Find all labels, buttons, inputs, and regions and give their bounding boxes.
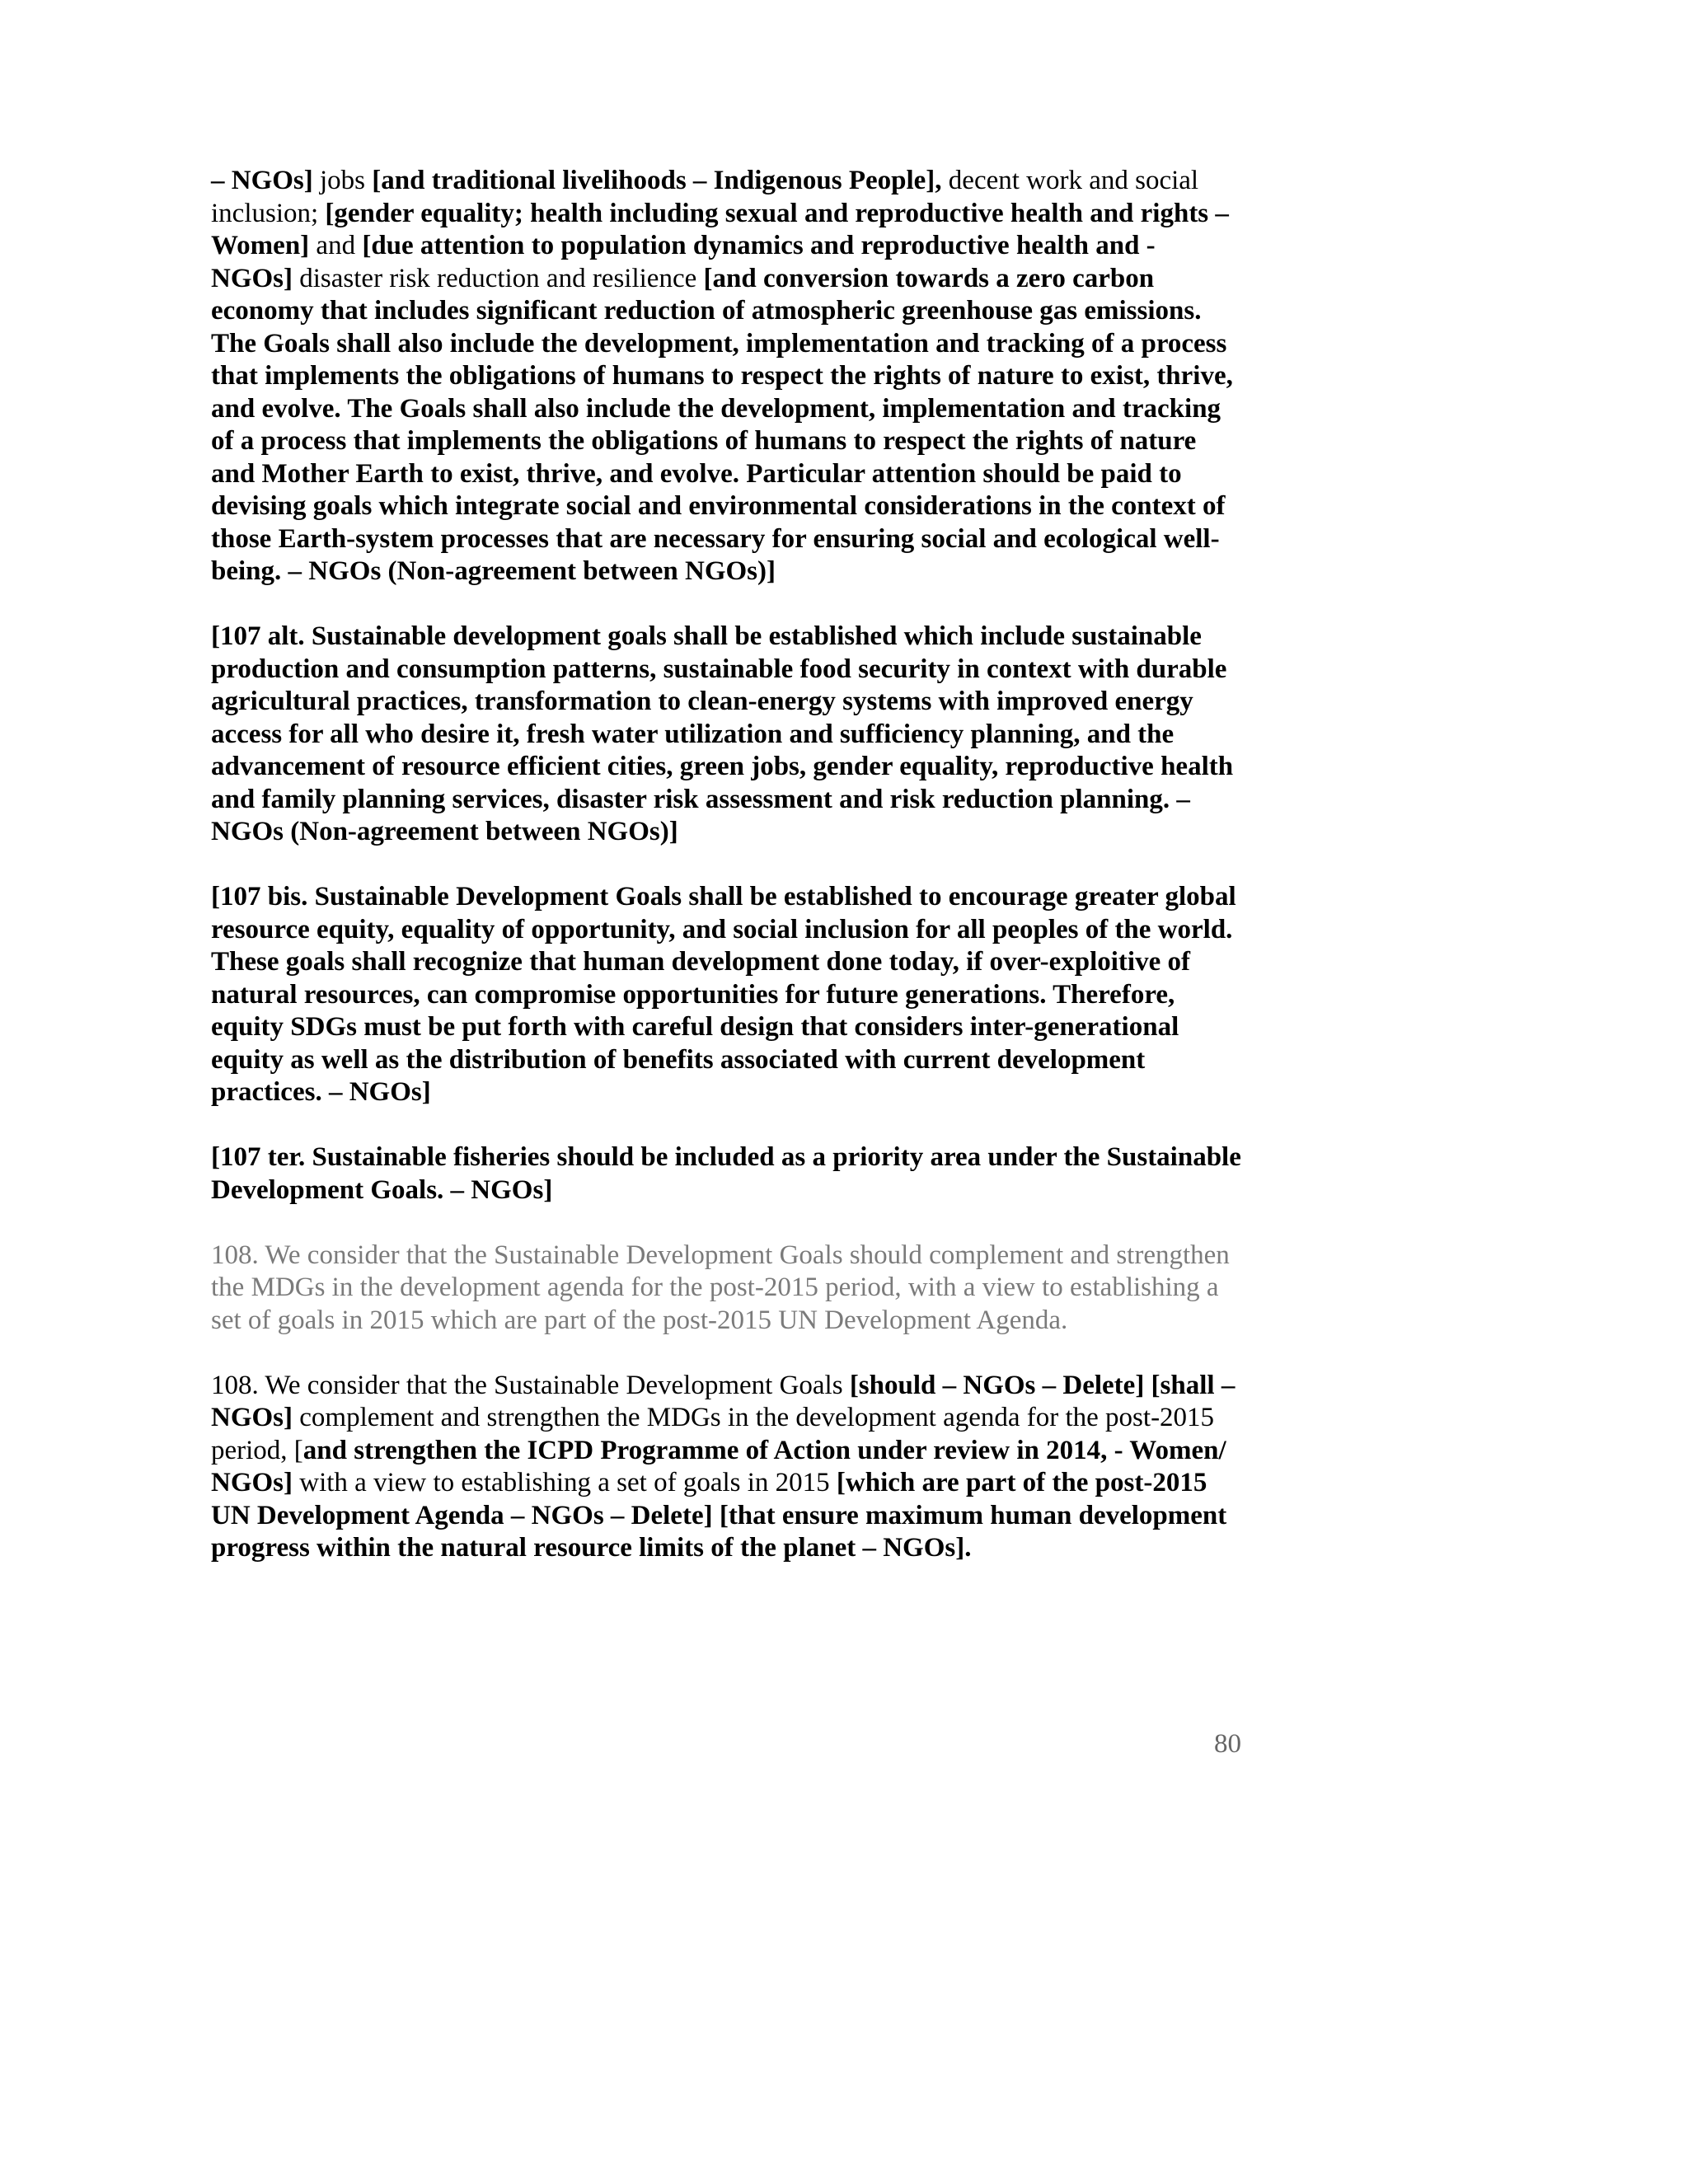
- document-page: [211, 165, 1241, 1597]
- text-segment: [107 bis. Sustainable Development Goals shall be established to encourage greater global resource equity, equality of opportunity, and social inclusion for all peoples of the world. These goals shall recognize that human development done today, if over-exploitive of natural resources, can compromise opportunities for future generations. Therefore, equity SDGs must be put forth with careful design that considers inter-generational equity as well as the distribution of benefits associated with current development practices. – NGOs]: [211, 882, 1236, 1107]
- text-segment: [gender equality; health including sexual and reproductive health and rights – Women]: [211, 198, 1229, 260]
- text-segment: and: [309, 231, 363, 260]
- text-segment: [and traditional livelihoods – Indigenous People],: [372, 166, 942, 195]
- text-segment: [and conversion towards a zero carbon economy that includes significant reduction of atmospheric greenhouse gas emissions. The Goals shall also include the development, implementation and tracking of a process that implements the obligations of humans to respect the rights of nature to exist, thrive, and evolve. The Goals shall also include the development, implementation and tracking of a process that implements the obligations of humans to respect the rights of nature and Mother Earth to exist, thrive, and evolve. Particular attention should be paid to devising goals which integrate social and environmental considerations in the context of those Earth-system processes that are necessary for ensuring social and ecological well-being. – NGOs (Non-agreement between NGOs)]: [211, 263, 1233, 586]
- text-segment: – NGOs]: [211, 166, 313, 195]
- text-segment: jobs: [312, 166, 373, 195]
- text-segment: [107 alt. Sustainable development goals shall be established which include sustainable production and consumption patterns, sustainable food security in context with durable agricultural practices, transformation to clean-energy systems with improved energy access for all who desire it, fresh water utilization and sufficiency planning, and the advancement of resource efficient cities, green jobs, gender equality, reproductive health and family planning services, disaster risk assessment and risk reduction planning. – NGOs (Non-agreement between NGOs)]: [211, 621, 1234, 846]
- text-segment: disaster risk reduction and resilience: [293, 263, 704, 293]
- paragraph-continuation: [211, 165, 1241, 588]
- paragraph-107-alt: [211, 621, 1241, 849]
- paragraph-108-original: [211, 1240, 1241, 1338]
- text-segment: 108. We consider that the Sustainable Development Goals: [211, 1370, 850, 1400]
- page-number: 80: [1214, 1729, 1241, 1759]
- paragraph-107-ter: [211, 1141, 1241, 1207]
- text-segment: and strengthen the ICPD Programme of Action under review in 2014, - Women/ NGOs]: [211, 1435, 1226, 1497]
- text-segment: [107 ter. Sustainable fisheries should be included as a priority area under the Sustainable Development Goals. – NGOs]: [211, 1142, 1241, 1205]
- text-segment: decent work and social inclusion;: [211, 166, 1199, 228]
- text-segment: [should – NGOs – Delete] [shall – NGOs]: [211, 1370, 1236, 1432]
- text-segment: [which are part of the post-2015 UN Development Agenda – NGOs – Delete] [that ensure maximum human development progress within the natural resource limits of the planet – NGOs].: [211, 1468, 1227, 1563]
- paragraph-107-bis: [211, 881, 1241, 1109]
- text-segment: complement and strengthen the MDGs in the development agenda for the post-2015 period, [: [211, 1403, 1215, 1465]
- text-segment: [due attention to population dynamics and reproductive health and - NGOs]: [211, 231, 1156, 293]
- text-segment: 108. We consider that the Sustainable Development Goals should complement and strengthen the MDGs in the development agenda for the post-2015 period, with a view to establishing a set of goals in 2015 which are part of the post-2015 UN Development Agenda.: [211, 1240, 1230, 1335]
- paragraph-108-amended: [211, 1370, 1241, 1565]
- text-segment: with a view to establishing a set of goals in 2015: [293, 1468, 837, 1497]
